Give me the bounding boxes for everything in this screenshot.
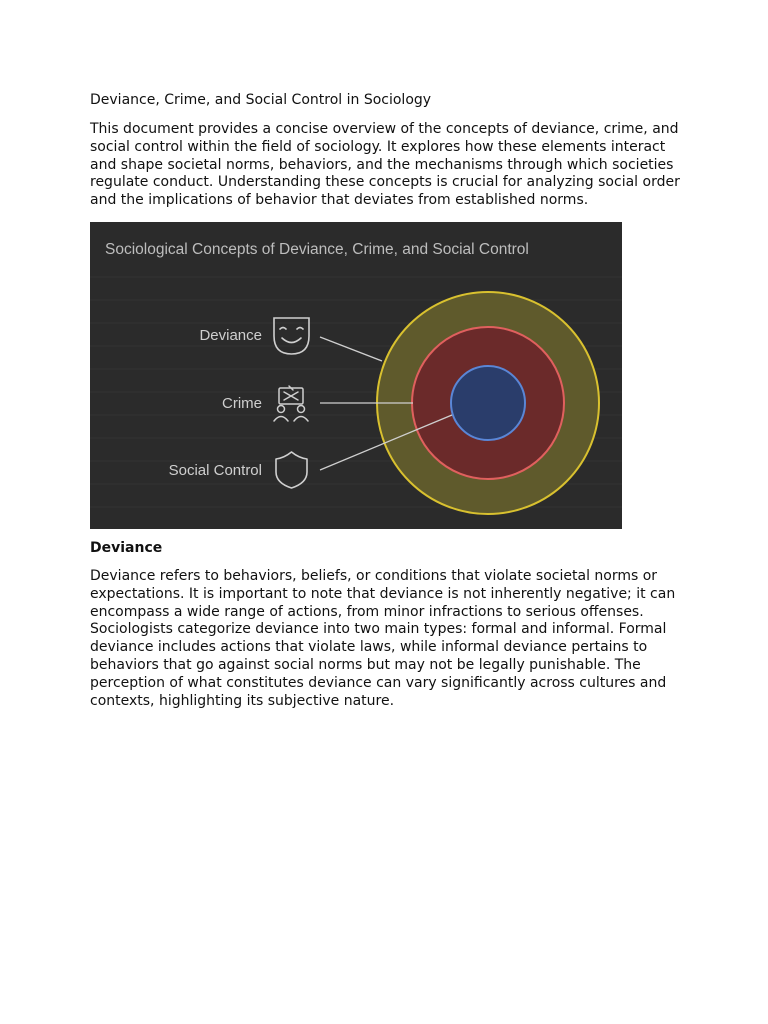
- label-social-control: Social Control: [168, 461, 262, 479]
- section-body-deviance: Deviance refers to behaviors, beliefs, or conditions that violate societal norms or expectations. It is important to note that deviance is not inherently negative; it can encompass a wide range of actions, from minor infractions to serious offenses. Sociologists categorize deviance into two main types: formal and informal. Formal deviance includes actions that violate laws, while informal deviance pertains to behaviors that go against social norms but may not be legally punishable. The perception of what constitutes deviance can vary significantly across cultures and contexts, highlighting its subjective nature.: [90, 567, 676, 709]
- figure-title: Sociological Concepts of Deviance, Crime, and Social Control: [105, 240, 529, 258]
- document-title: Deviance, Crime, and Social Control in Sociology: [90, 92, 432, 108]
- section-heading-deviance: Deviance: [90, 539, 163, 556]
- social-control-circle: [451, 366, 525, 440]
- label-deviance: Deviance: [199, 326, 262, 344]
- intro-paragraph: This document provides a concise overview of the concepts of deviance, crime, and social control within the field of sociology. It explores how these elements interact and shape societal norms, behaviors, and the mechanisms through which societies regulate conduct. Understanding these concepts is crucial for analyzing social order and the implications of behavior that deviates from established norms.: [90, 121, 680, 209]
- concepts-figure: [90, 222, 622, 529]
- document-page: [90, 91, 680, 710]
- label-crime: Crime: [222, 394, 262, 412]
